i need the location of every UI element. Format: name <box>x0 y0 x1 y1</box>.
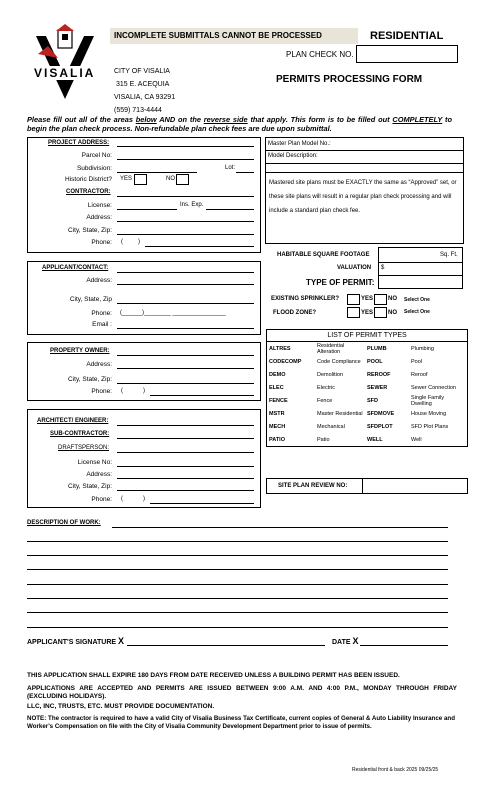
address-line-2: 315 E. ACEQUIA <box>116 81 170 88</box>
permit-row <box>267 433 467 446</box>
architect-heading: ARCHITECT/ ENGINEER: <box>37 418 109 424</box>
architect-csz-label: City, State, Zip: <box>68 483 112 490</box>
permit-row <box>267 381 467 394</box>
owner-heading: PROPERTY OWNER: <box>50 348 110 354</box>
sprinkler-select-one: Select One <box>404 297 430 303</box>
address-line-1: CITY OF VISALIA <box>114 68 170 75</box>
valuation-label: VALUATION <box>337 265 372 271</box>
description-line[interactable] <box>27 555 448 556</box>
contractor-heading: CONTRACTOR: <box>66 189 111 195</box>
lot-label: Lot: <box>225 165 236 171</box>
form-version: Residential front & back 2025 09/25/25 <box>352 767 439 773</box>
applicant-phone-field[interactable]: (______)________ ________________ <box>120 310 226 316</box>
parcel-field[interactable] <box>117 159 254 160</box>
permit-row <box>267 407 467 420</box>
permit-description: Sewer Connection <box>411 384 456 391</box>
permit-row <box>267 368 467 381</box>
flood-label: FLOOD ZONE? <box>273 310 316 316</box>
architect-address-label: Address: <box>86 471 112 478</box>
permit-types-table <box>266 329 468 447</box>
permit-row <box>267 420 467 433</box>
permit-code: CODECOMP <box>269 358 302 365</box>
sprinkler-yes-label: YES <box>361 296 374 302</box>
master-notice: Mastered site plans must be EXACTLY the same as “Approved” set, or these site plans will result in a regular plan check processing and will include a standard plan check fee. <box>269 180 457 214</box>
historic-no-label: NO <box>166 176 175 182</box>
architect-phone-field[interactable] <box>150 503 254 504</box>
applicant-field[interactable] <box>117 272 254 273</box>
doc-type: RESIDENTIAL <box>370 30 444 42</box>
permit-description: Electric <box>317 384 336 391</box>
contractor-field[interactable] <box>117 196 254 197</box>
permit-row <box>267 355 467 368</box>
architect-phone-open: ( <box>121 496 123 502</box>
architect-phone-close: ) <box>143 496 145 502</box>
applicant-phone-label: Phone: <box>91 310 112 317</box>
contractor-note: NOTE: The contractor is required to have a valid City of Visalia Business Tax Certificate, current copies of General & Auto Liability Insurance and Worker's Compensation on file with the City of Visalia Community Development Department prior to issue of permits. <box>27 715 455 730</box>
permit-description: Residential Alteration <box>317 342 345 355</box>
owner-address-label: Address: <box>86 361 112 368</box>
sprinkler-gap <box>347 294 360 305</box>
historic-label: Historic District? <box>65 176 112 183</box>
ins-exp-label: Ins. Exp. <box>180 202 204 208</box>
permit-code: WELL <box>367 436 383 443</box>
permit-description: Patio <box>317 436 330 443</box>
address-line-3: VISALIA, CA 93291 <box>114 94 176 101</box>
sprinkler-yes-checkbox[interactable] <box>374 294 387 305</box>
draftsperson-heading: DRAFTSPERSON: <box>58 445 110 451</box>
master-divider-3 <box>265 172 463 173</box>
model-no-label: Master Plan Model No.: <box>268 141 331 147</box>
applicant-csz-field[interactable] <box>117 303 254 304</box>
permit-code: POOL <box>367 358 383 365</box>
architect-field[interactable] <box>117 425 254 426</box>
applicant-address-field[interactable] <box>117 284 254 285</box>
permit-description: Master Residential <box>317 410 363 417</box>
instr-completely: COMPLETELY <box>392 115 443 124</box>
draftsperson-field[interactable] <box>117 452 254 453</box>
permit-code: SFDMOVE <box>367 410 395 417</box>
contractor-address-label: Address: <box>86 214 112 221</box>
owner-phone-close: ) <box>143 388 145 394</box>
llc-notice: LLC, INC, TRUSTS, ETC. MUST PROVIDE DOCUMENTATION. <box>27 703 215 710</box>
permit-code: SFD <box>367 397 378 404</box>
flood-yes-checkbox[interactable] <box>374 307 387 318</box>
permit-types-title: LIST OF PERMIT TYPES <box>267 330 467 342</box>
contractor-csz-field[interactable] <box>117 234 254 235</box>
owner-field[interactable] <box>117 355 254 356</box>
site-plan-divider <box>362 478 363 493</box>
historic-no-checkbox[interactable] <box>176 174 189 185</box>
parcel-label: Parcel No: <box>81 152 112 159</box>
subdivision-field[interactable] <box>117 172 197 173</box>
date-field[interactable] <box>360 645 448 646</box>
architect-phone-label: Phone: <box>91 496 112 503</box>
permit-code: FENCE <box>269 397 288 404</box>
permit-description: Mechanical <box>317 423 345 430</box>
sprinkler-label: EXISTING SPRINKLER? <box>271 296 340 302</box>
contractor-phone-open: ( <box>121 239 123 245</box>
description-line[interactable] <box>27 627 448 628</box>
contractor-phone-field[interactable] <box>145 246 254 247</box>
logo-text: VISALIA <box>34 66 96 80</box>
contractor-phone-label: Phone: <box>91 239 112 246</box>
permit-code: REROOF <box>367 371 391 378</box>
permit-type-label: TYPE OF PERMIT: <box>306 278 375 287</box>
applicant-email-field[interactable] <box>117 328 254 329</box>
permit-description: Reroof <box>411 371 428 378</box>
flood-gap <box>347 307 360 318</box>
permit-code: MECH <box>269 423 286 430</box>
permit-description: Code Compliance <box>317 358 361 365</box>
contractor-phone-close: ) <box>138 239 140 245</box>
owner-csz-label: City, State, Zip: <box>68 376 112 383</box>
model-desc-label: Model Description: <box>268 153 318 159</box>
permit-description: Fence <box>317 397 333 404</box>
permit-description: Demolition <box>317 371 343 378</box>
contractor-address-field[interactable] <box>117 221 254 222</box>
permit-row <box>267 394 467 407</box>
description-line[interactable] <box>27 584 448 585</box>
owner-phone-open: ( <box>121 388 123 394</box>
flood-select-one: Select One <box>404 309 430 315</box>
permit-code: PLUMB <box>367 345 387 352</box>
permit-code: ELEC <box>269 384 284 391</box>
signature-field[interactable] <box>127 645 325 646</box>
permit-code: PATIO <box>269 436 285 443</box>
master-divider-1 <box>265 150 463 151</box>
master-divider-2 <box>265 163 463 164</box>
permit-description: SFD Plot Plans <box>411 423 449 430</box>
applicant-csz-label: City, State, Zip <box>69 296 112 303</box>
permit-row <box>267 342 467 355</box>
dollar-sign: $ <box>381 265 385 271</box>
contractor-csz-label: City, State, Zip: <box>68 227 112 234</box>
description-line[interactable] <box>27 612 448 613</box>
ins-exp-field[interactable] <box>206 209 254 210</box>
subcontractor-heading: SUB-CONTRACTOR: <box>50 431 110 437</box>
flood-yes-label: YES <box>361 310 374 316</box>
applicant-email-label: Email : <box>92 321 112 328</box>
owner-phone-label: Phone: <box>91 388 112 395</box>
architect-address-field[interactable] <box>117 478 254 479</box>
permit-code: DEMO <box>269 371 286 378</box>
sprinkler-no-label: NO <box>388 296 397 302</box>
subdivision-label: Subdivision: <box>76 165 112 172</box>
instr-reverse: reverse side <box>203 115 248 124</box>
description-line[interactable] <box>112 527 448 528</box>
instr-below: below <box>135 115 157 124</box>
permit-description: Pool <box>411 358 423 365</box>
permit-code: MSTR <box>269 410 285 417</box>
city-logo <box>28 24 103 106</box>
permit-description: Well <box>411 436 422 443</box>
description-line[interactable] <box>27 598 448 599</box>
city-address <box>114 65 175 117</box>
description-line[interactable] <box>27 569 448 570</box>
date-text: DATE <box>332 639 351 646</box>
instr-1: Please fill out all of the areas <box>27 115 136 124</box>
hours-notice: APPLICATIONS ARE ACCEPTED AND PERMITS ARE ISSUED BETWEEN 9:00 A.M. AND 4:00 P.M., MONDAY THROUGH FRIDAY (EXCLUDING HOLIDAYS). <box>27 685 457 700</box>
contractor-license-label: License: <box>87 202 112 209</box>
historic-yes-checkbox[interactable] <box>134 174 147 185</box>
habitable-label: HABITABLE SQUARE FOOTAGE <box>277 252 370 258</box>
subcontractor-field[interactable] <box>117 438 254 439</box>
description-label: DESCRIPTION OF WORK: <box>27 520 101 526</box>
permit-code: SEWER <box>367 384 388 391</box>
instr-3: that apply. This form is to be filled out <box>247 115 393 124</box>
lot-field[interactable] <box>236 172 254 173</box>
signature-label <box>27 636 124 646</box>
form-title: PERMITS PROCESSING FORM <box>276 74 423 85</box>
date-label <box>332 636 359 646</box>
instr-2: AND on the <box>156 115 204 124</box>
permit-description: House Moving <box>411 410 447 417</box>
project-heading: PROJECT ADDRESS: <box>48 140 110 146</box>
owner-csz-field[interactable] <box>117 383 254 384</box>
signature-text: APPLICANT'S SIGNATURE <box>27 639 117 646</box>
permit-rows <box>267 342 467 446</box>
permit-code: SFDPLOT <box>367 423 393 430</box>
historic-yes-label: YES <box>120 176 133 182</box>
flood-no-label: NO <box>388 310 397 316</box>
permit-code: ALTRES <box>269 345 291 352</box>
applicant-heading: APPLICANT/CONTACT: <box>42 265 109 271</box>
contractor-license-field[interactable] <box>117 209 177 210</box>
valuation-field[interactable] <box>378 262 463 276</box>
instr-4: to begin the plan check process. Non-refundable plan check fees are due upon submittal. <box>27 115 453 133</box>
description-line[interactable] <box>27 541 448 542</box>
owner-address-field[interactable] <box>117 368 254 369</box>
applicant-address-label: Address: <box>86 277 112 284</box>
sqft-label: Sq. Ft. <box>440 252 458 258</box>
permit-type-field[interactable] <box>378 275 463 289</box>
permit-description: Plumbing <box>411 345 434 352</box>
owner-phone-field[interactable] <box>150 395 254 396</box>
plan-check-field[interactable] <box>356 45 458 63</box>
signature-x: X <box>118 636 125 646</box>
permit-description: Single Family Dwelling <box>411 394 445 407</box>
architect-csz-field[interactable] <box>117 490 254 491</box>
visalia-logo-icon <box>28 24 103 106</box>
incomplete-banner: INCOMPLETE SUBMITTALS CANNOT BE PROCESSED <box>110 28 358 44</box>
plan-check-label: PLAN CHECK NO. <box>286 50 354 59</box>
site-plan-label: SITE PLAN REVIEW NO: <box>278 483 348 489</box>
date-x: X <box>352 636 359 646</box>
architect-license-label: License No: <box>77 459 112 466</box>
instructions <box>27 115 452 133</box>
expire-notice: THIS APPLICATION SHALL EXPIRE 180 DAYS FROM DATE RECEIVED UNLESS A BUILDING PERMIT HAS BEEN ISSUED. <box>27 672 400 679</box>
architect-license-field[interactable] <box>117 466 254 467</box>
address-line-4: (559) 713-4444 <box>114 107 162 114</box>
project-address-field[interactable] <box>117 146 254 147</box>
